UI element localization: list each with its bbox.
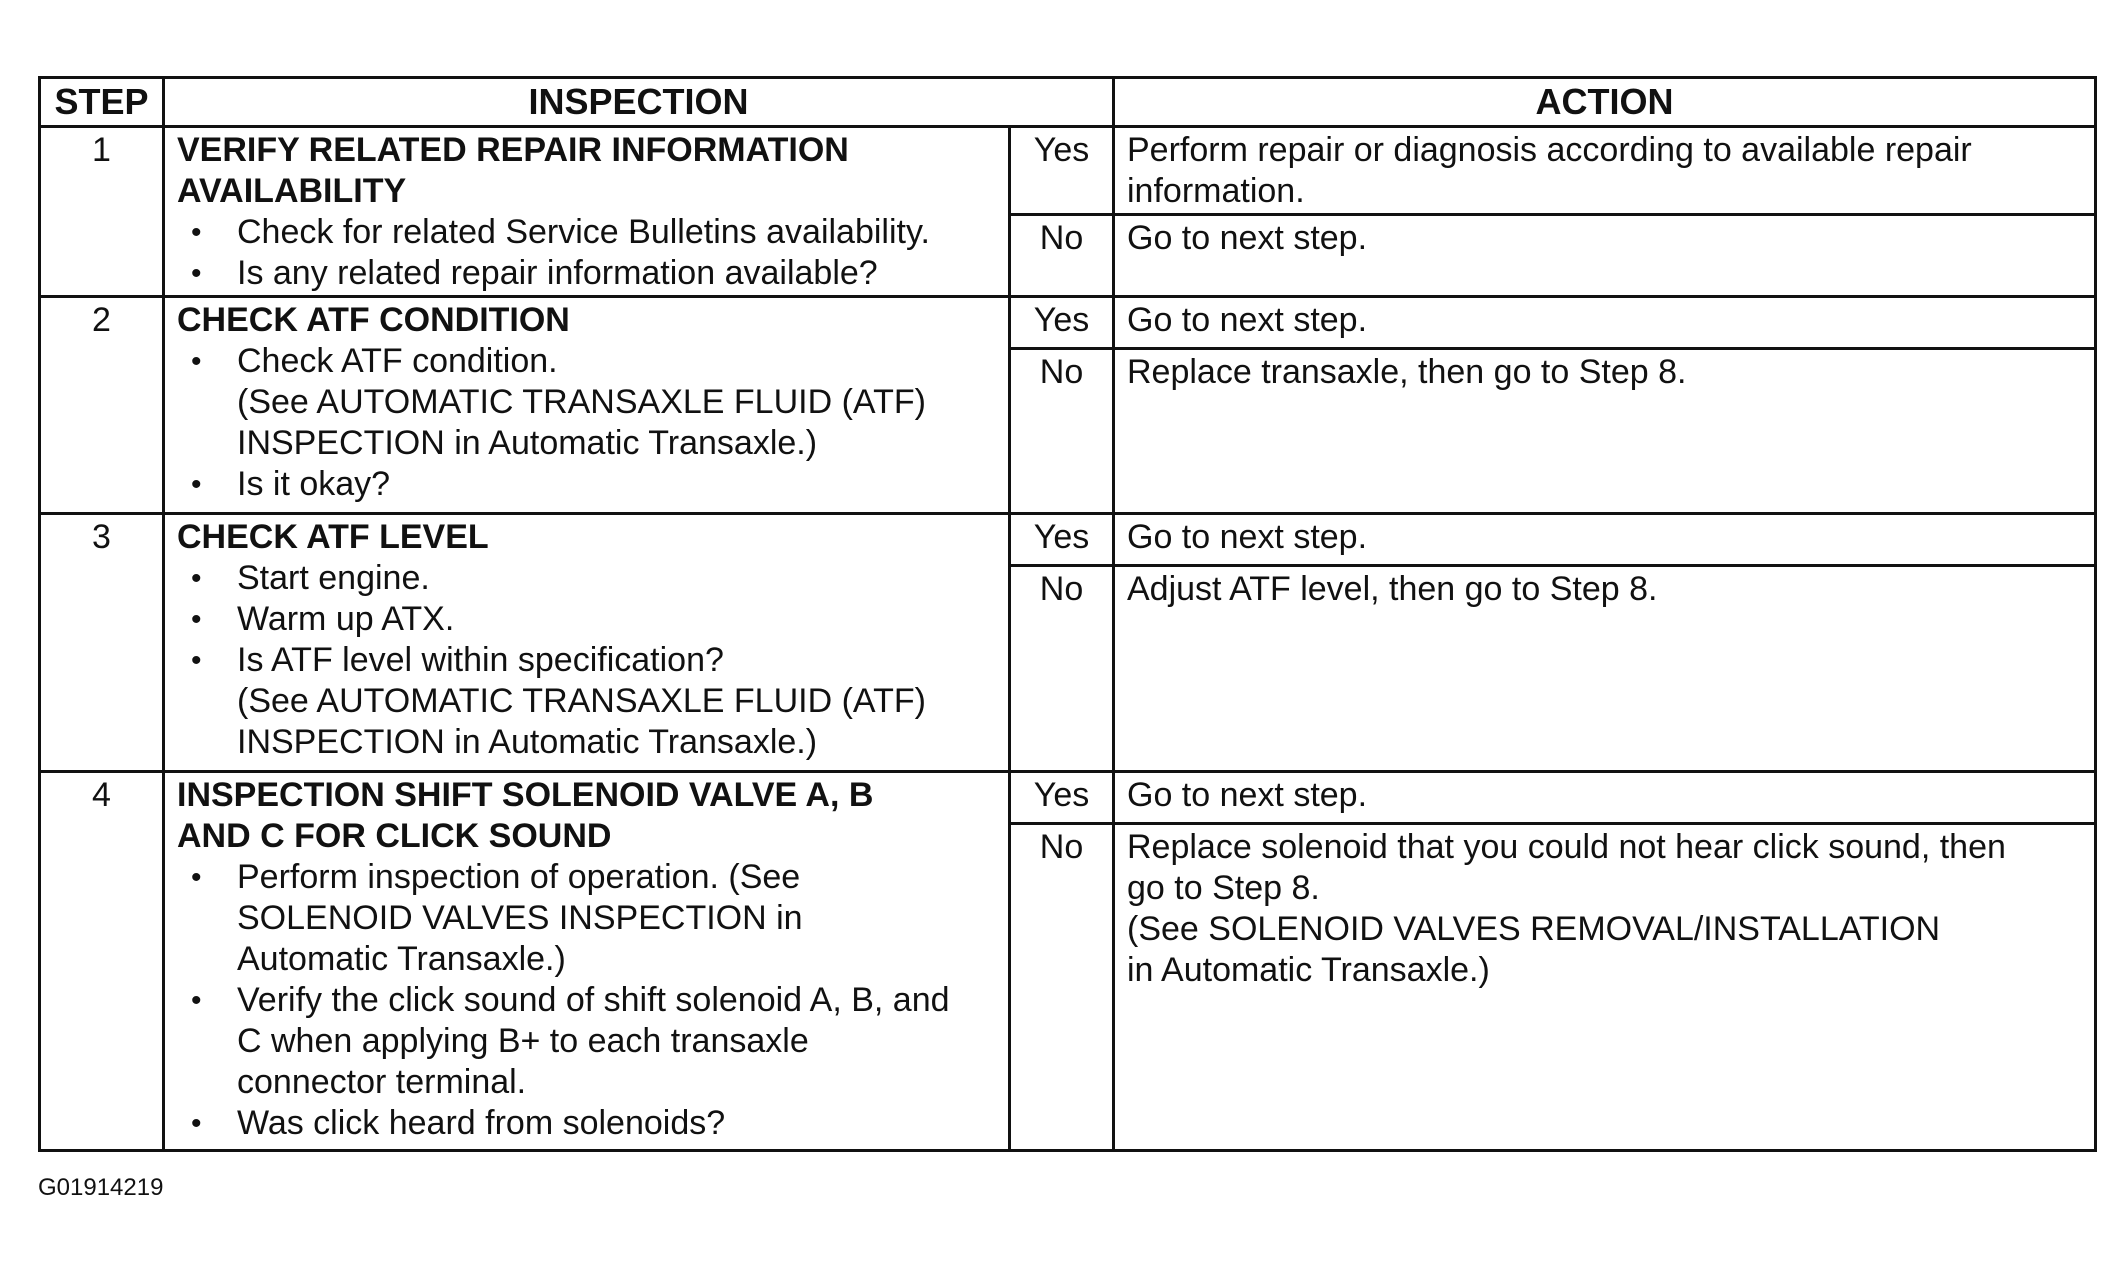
inspection-bullet-item [177,640,998,763]
yes-label: Yes [1010,127,1114,215]
action-line: Replace transaxle, then go to Step 8. [1127,353,1687,392]
bullet-icon: • [191,468,202,502]
no-action [1114,565,2096,771]
bullet-text: Check ATF condition. [237,342,558,381]
inspection-title [177,517,998,558]
inspection-cell [164,297,1010,513]
yes-action [1114,297,2096,349]
bullet-text: INSPECTION in Automatic Transaxle.) [237,424,818,463]
bullet-icon: • [191,257,202,290]
figure-code: G01914219 [38,1174,164,1201]
bullet-icon: • [191,643,202,677]
bullet-icon: • [191,345,202,379]
bullet-text: Start engine. [237,558,430,597]
step-number: 4 [40,772,164,1151]
bullet-text: Automatic Transaxle.) [237,940,566,979]
yes-label: Yes [1010,513,1114,565]
action-line: Go to next step. [1127,517,1368,556]
action-line: go to Step 8. [1127,869,1320,908]
no-action [1114,349,2096,513]
action-line: Go to next step. [1127,219,1368,258]
no-label: No [1010,565,1114,771]
bullet-icon: • [191,861,202,895]
inspection-title [177,130,998,212]
inspection-bullet-item [177,1103,998,1144]
bullet-text: Was click heard from solenoids? [237,1104,726,1143]
action-line: Replace solenoid that you could not hear click sound, then [1127,828,2006,867]
bullet-text: Is it okay? [237,465,391,504]
action-line: (See SOLENOID VALVES REMOVAL/INSTALLATION [1127,910,1941,949]
step-number: 3 [40,513,164,771]
inspection-bullet-item [177,558,998,599]
inspection-bullet-item [177,341,998,464]
bullet-text: Is ATF level within specification? [237,640,724,679]
inspection-cell [164,513,1010,771]
bullet-icon: • [191,1107,202,1141]
yes-action [1114,772,2096,824]
bullet-text: Is any related repair information available? [237,254,878,292]
action-line: Adjust ATF level, then go to Step 8. [1127,569,1658,608]
inspection-bullets [177,212,998,294]
diagnostic-table [38,76,2097,1152]
bullet-text: Perform inspection of operation. (See [237,858,801,897]
inspection-cell [164,772,1010,1151]
inspection-title-line: CHECK ATF CONDITION [177,301,570,340]
table-row-step-2-yes [40,297,2096,349]
inspection-bullet-item [177,212,998,253]
inspection-title [177,775,998,857]
inspection-title-line: INSPECTION SHIFT SOLENOID VALVE A, B [177,776,874,815]
bullet-icon: • [191,602,202,636]
inspection-title-line: CHECK ATF LEVEL [177,517,489,556]
action-line: information. [1127,172,1305,210]
table-row-step-4-yes [40,772,2096,824]
inspection-bullet-item [177,980,998,1103]
bullet-text: Warm up ATX. [237,599,455,638]
step-number: 2 [40,297,164,513]
table-row-step-3-yes [40,513,2096,565]
no-label: No [1010,349,1114,513]
no-action [1114,824,2096,1151]
inspection-bullets [177,857,998,1144]
table-row-step-1-yes [40,127,2096,215]
action-line: in Automatic Transaxle.) [1127,951,1490,990]
bullet-text: C when applying B+ to each transaxle [237,1022,809,1061]
inspection-bullet-item [177,253,998,294]
inspection-bullet-item [177,464,998,505]
header-action: ACTION [1114,78,2096,127]
bullet-icon: • [191,984,202,1018]
yes-action [1114,127,2096,215]
yes-label: Yes [1010,297,1114,349]
inspection-title-line: AVAILABILITY [177,172,407,210]
action-line: Perform repair or diagnosis according to available repair [1127,131,1972,169]
no-label: No [1010,824,1114,1151]
inspection-title [177,300,998,341]
step-number: 1 [40,127,164,297]
header-row [40,78,2096,127]
bullet-text: Verify the click sound of shift solenoid A, B, and [237,981,950,1020]
inspection-bullets [177,341,998,505]
action-line: Go to next step. [1127,301,1368,340]
header-step: STEP [40,78,164,127]
bullet-icon: • [191,216,202,249]
yes-label: Yes [1010,772,1114,824]
inspection-title-line: VERIFY RELATED REPAIR INFORMATION [177,131,849,169]
yes-action [1114,513,2096,565]
header-inspection: INSPECTION [164,78,1114,127]
bullet-text: (See AUTOMATIC TRANSAXLE FLUID (ATF) [237,383,926,422]
bullet-text: INSPECTION in Automatic Transaxle.) [237,722,818,761]
action-line: Go to next step. [1127,776,1368,815]
bullet-text: (See AUTOMATIC TRANSAXLE FLUID (ATF) [237,681,926,720]
no-action [1114,215,2096,297]
no-label: No [1010,215,1114,297]
bullet-text: connector terminal. [237,1063,527,1102]
bullet-text: SOLENOID VALVES INSPECTION in [237,899,803,938]
inspection-bullets [177,558,998,763]
inspection-bullet-item [177,599,998,640]
inspection-cell [164,127,1010,297]
bullet-text: Check for related Service Bulletins availability. [237,213,930,251]
inspection-bullet-item [177,857,998,980]
inspection-title-line: AND C FOR CLICK SOUND [177,817,612,856]
bullet-icon: • [191,561,202,595]
